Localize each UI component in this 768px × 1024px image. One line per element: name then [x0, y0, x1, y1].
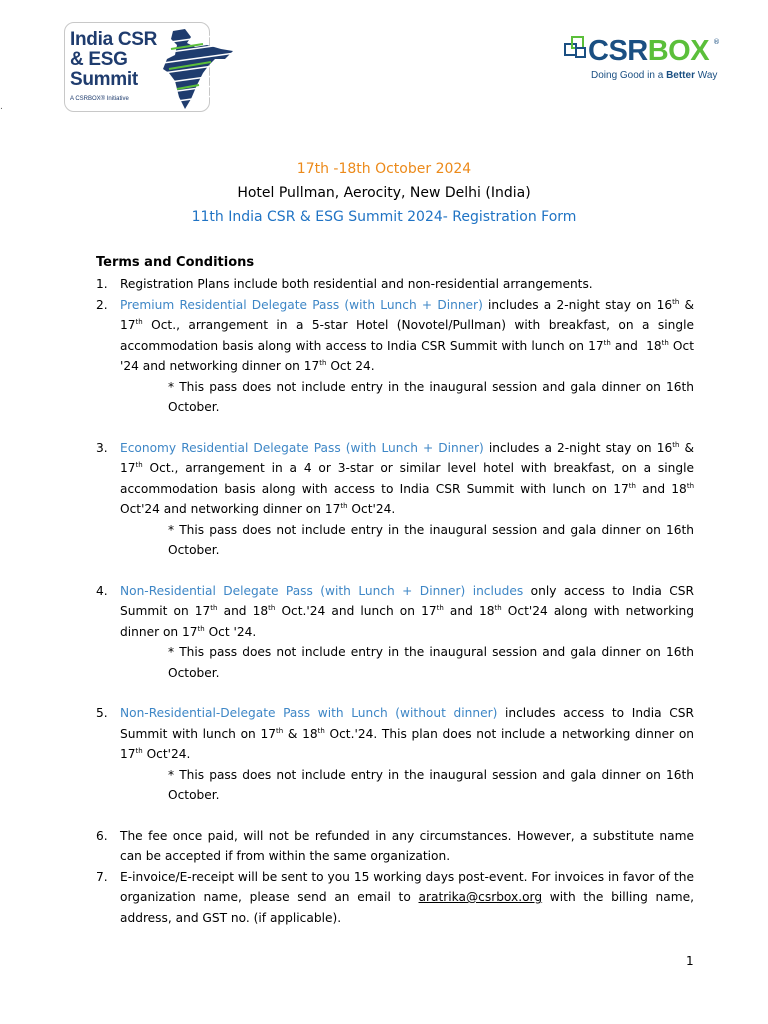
plan-title-premium: Premium Residential Delegate Pass (with Lunch + Dinner) [120, 297, 483, 312]
logo-line-1: India CSR [70, 29, 158, 50]
term-item-3: 3. Economy Residential Delegate Pass (with Lunch + Dinner) includes a 2-night stay on 16th & 17th Oct., arrangement in a 4 or 3-star or similar level hotel with breakfast, on a single accommodation basis along with access to India CSR Summit with lunch on 17th and 18th Oct'24 and networking dinner on 17th Oct'24. * This pass does not include entry in the inaugural session and gala dinner on 16th October. [96, 438, 694, 561]
india-csr-esg-summit-logo [64, 22, 210, 112]
csrbox-squares-icon [564, 34, 590, 62]
pass-note: * This pass does not include entry in the inaugural session and gala dinner on 16th October. [168, 522, 694, 557]
event-date: 17th -18th October 2024 [296, 161, 472, 177]
logo-line-2: & ESG [70, 49, 128, 70]
logo-line-3: Summit [70, 69, 138, 90]
page-number: 1 [686, 954, 694, 968]
term-item-6: 6. The fee once paid, will not be refunded in any circumstances. However, a substitute name can be accepted if from within the same organization. [96, 828, 694, 863]
plan-title-non-residential: Non-Residential Delegate Pass (with Lunch + Dinner) includes [120, 583, 524, 598]
term-item-1: 1. Registration Plans include both residential and non-residential arrangements. [96, 277, 593, 291]
margin-mark: . [0, 102, 3, 112]
form-title: 11th India CSR & ESG Summit 2024- Registration Form [191, 209, 577, 225]
terms-list [96, 274, 694, 928]
pass-note: * This pass does not include entry in the inaugural session and gala dinner on 16th October. [168, 379, 694, 414]
pass-note: * This pass does not include entry in the inaugural session and gala dinner on 16th October. [168, 645, 694, 680]
terms-heading: Terms and Conditions [96, 255, 255, 270]
plan-title-economy: Economy Residential Delegate Pass (with Lunch + Dinner) [120, 440, 484, 455]
csrbox-logo [560, 34, 730, 84]
term-item-7: 7. E-invoice/E-receipt will be sent to you 15 working days post-event. For invoices in favor of the organization name, please send an email to aratrika@csrbox.org with the billing name, address, and GST no. (if applicable). [96, 869, 694, 925]
term-item-2: 2. Premium Residential Delegate Pass (with Lunch + Dinner) includes a 2-night stay on 16th & 17th Oct., arrangement in a 5-star Hotel (Novotel/Pullman) with breakfast, on a single accommodation basis along with access to India CSR Summit with lunch on 17th and 18th Oct '24 and networking dinner on 17th Oct 24. * This pass does not include entry in the inaugural session and gala dinner on 16th October. [96, 295, 694, 418]
logo-subtitle: A CSRBOX® Initiative [70, 96, 129, 102]
csrbox-tagline: Doing Good in a Better Way [591, 70, 718, 81]
csrbox-wordmark: CSRBOX [588, 35, 710, 67]
registered-mark: ® [713, 38, 720, 46]
term-item-5: 5. Non-Residential-Delegate Pass with Lunch (without dinner) includes access to India CSR Summit with lunch on 17th & 18th Oct.'24. This plan does not include a networking dinner on 17th Oct'24. * This pass does not include entry in the inaugural session and gala dinner on 16th October. [96, 703, 694, 806]
plan-title-lunch-only: Non-Residential-Delegate Pass with Lunch (without dinner) [120, 706, 498, 720]
pass-note: * This pass does not include entry in the inaugural session and gala dinner on 16th October. [168, 767, 694, 802]
billing-email-link[interactable]: aratrika@csrbox.org [418, 890, 543, 904]
event-venue: Hotel Pullman, Aerocity, New Delhi (India) [237, 185, 531, 201]
term-item-4: 4. Non-Residential Delegate Pass (with Lunch + Dinner) includes only access to India CSR Summit on 17th and 18th Oct.'24 and lunch on 17th and 18th Oct'24 along with networking dinner on 17th Oct '24. * This pass does not include entry in the inaugural session and gala dinner on 16th October. [96, 581, 694, 684]
india-map-icon [163, 29, 235, 109]
